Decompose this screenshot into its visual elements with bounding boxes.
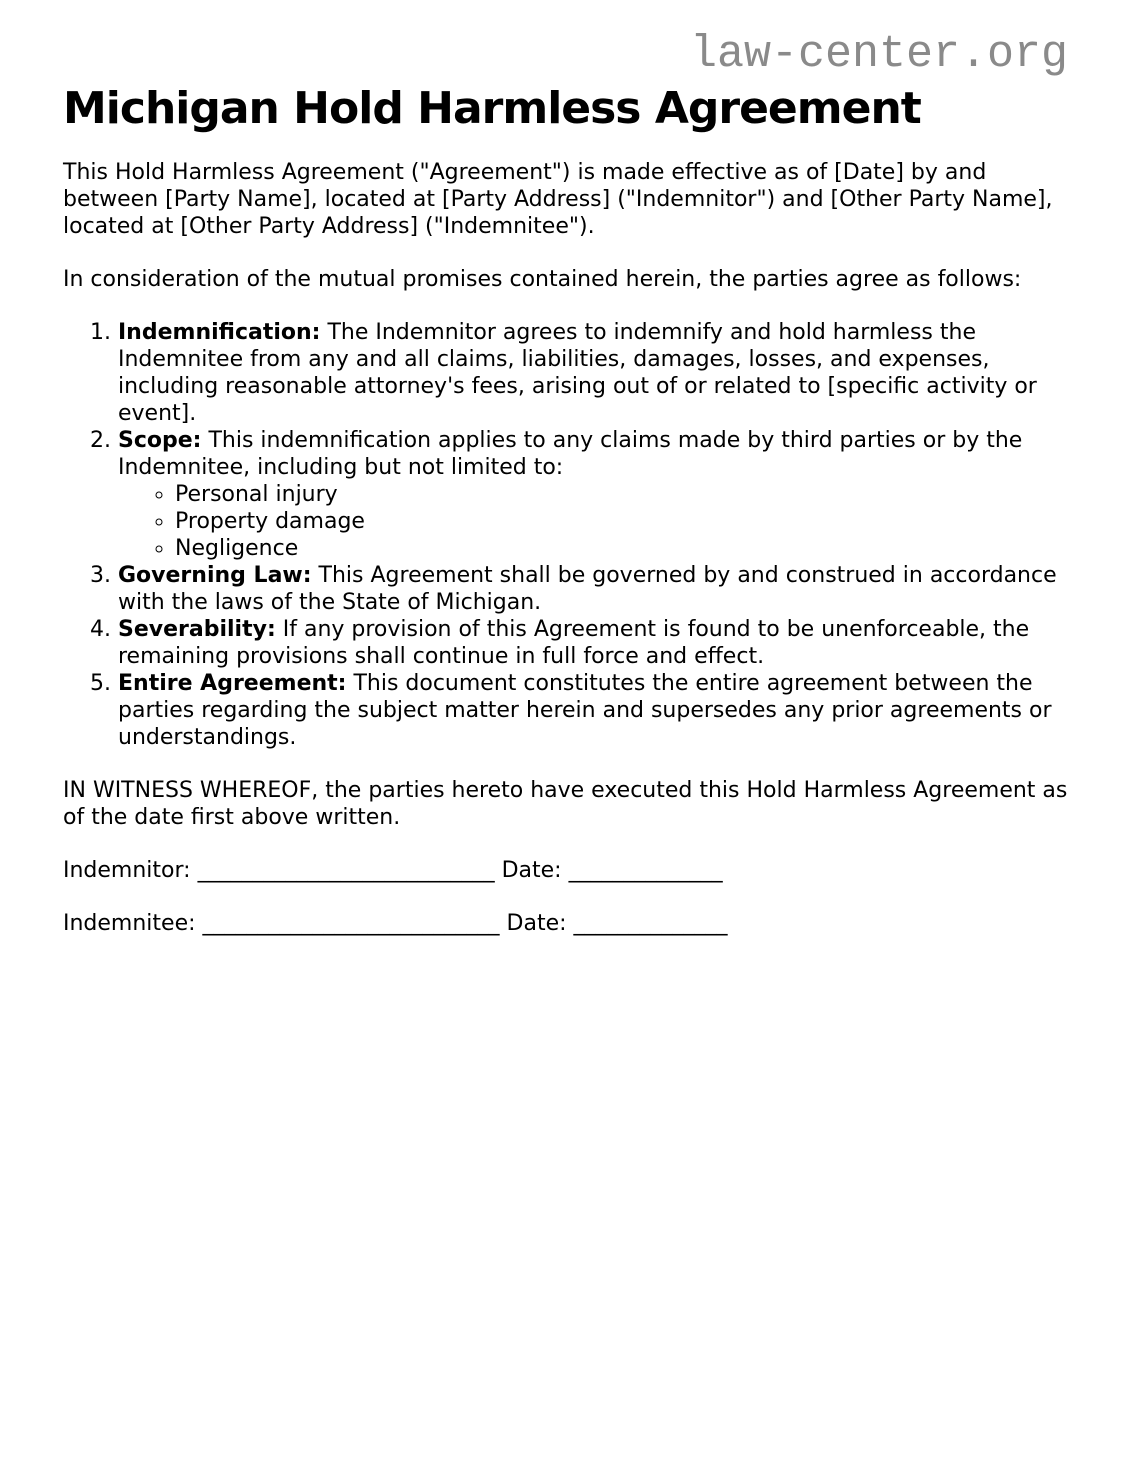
clause-item-severability [118, 616, 1068, 670]
clause-item-indemnification [118, 319, 1068, 427]
document-title: Michigan Hold Harmless Agreement [63, 83, 921, 134]
date-label: Date: [506, 911, 567, 936]
signature-line: ___________________________ [197, 858, 495, 883]
scope-subitem-negligence: ◦ Negligence [175, 535, 1068, 562]
clause-item-scope [118, 427, 1068, 562]
signature-row-indemnitee [63, 910, 1068, 937]
clause-label: Severability: [118, 617, 276, 642]
clause-text: This document constitutes the entire agreement between the parties regarding the subject matter herein and supersedes any prior agreements or understandings. [118, 671, 1052, 750]
clause-item-entire-agreement [118, 670, 1068, 751]
signature-line: ___________________________ [202, 911, 500, 936]
scope-subitem-personal-injury: ◦ Personal injury [175, 481, 1068, 508]
signature-row-indemnitor [63, 857, 1068, 884]
date-line: ______________ [573, 911, 728, 936]
date-line: ______________ [568, 858, 723, 883]
clause-text: This indemnification applies to any claims made by third parties or by the Indemnitee, including but not limited to: [118, 428, 1023, 480]
clause-label: Scope: [118, 428, 202, 453]
clause-label: Entire Agreement: [118, 671, 347, 696]
scope-subitem-property-damage: ◦ Property damage [175, 508, 1068, 535]
clause-label: Indemnification: [118, 320, 321, 345]
clause-text: This Agreement shall be governed by and construed in accordance with the laws of the State of Michigan. [118, 563, 1057, 615]
date-label: Date: [501, 858, 562, 883]
clause-text: If any provision of this Agreement is found to be unenforceable, the remaining provisions shall continue in full force and effect. [118, 617, 1030, 669]
signature-role-label: Indemnitee: [63, 911, 196, 936]
clause-label: Governing Law: [118, 563, 312, 588]
signature-role-label: Indemnitor: [63, 858, 191, 883]
witness-paragraph: IN WITNESS WHEREOF, the parties hereto have executed this Hold Harmless Agreement as of the date first above written. [63, 778, 1068, 830]
clauses-list [63, 319, 1068, 751]
clause-text: The Indemnitor agrees to indemnify and hold harmless the Indemnitee from any and all claims, liabilities, damages, losses, and expenses, including reasonable attorney's fees, arising out of or related to [specific activity or event]. [118, 320, 1037, 426]
consideration-paragraph: In consideration of the mutual promises contained herein, the parties agree as follows: [63, 267, 1022, 292]
clause-item-governing-law [118, 562, 1068, 616]
intro-paragraph: This Hold Harmless Agreement ("Agreement") is made effective as of [Date] by and between [Party Name], located at [Party Address] ("Indemnitor") and [Other Party Name], located at [Other Party Address] ("Indemnitee"). [63, 160, 1053, 239]
site-watermark: law-center.org [689, 29, 1068, 80]
scope-sublist [118, 481, 1068, 562]
